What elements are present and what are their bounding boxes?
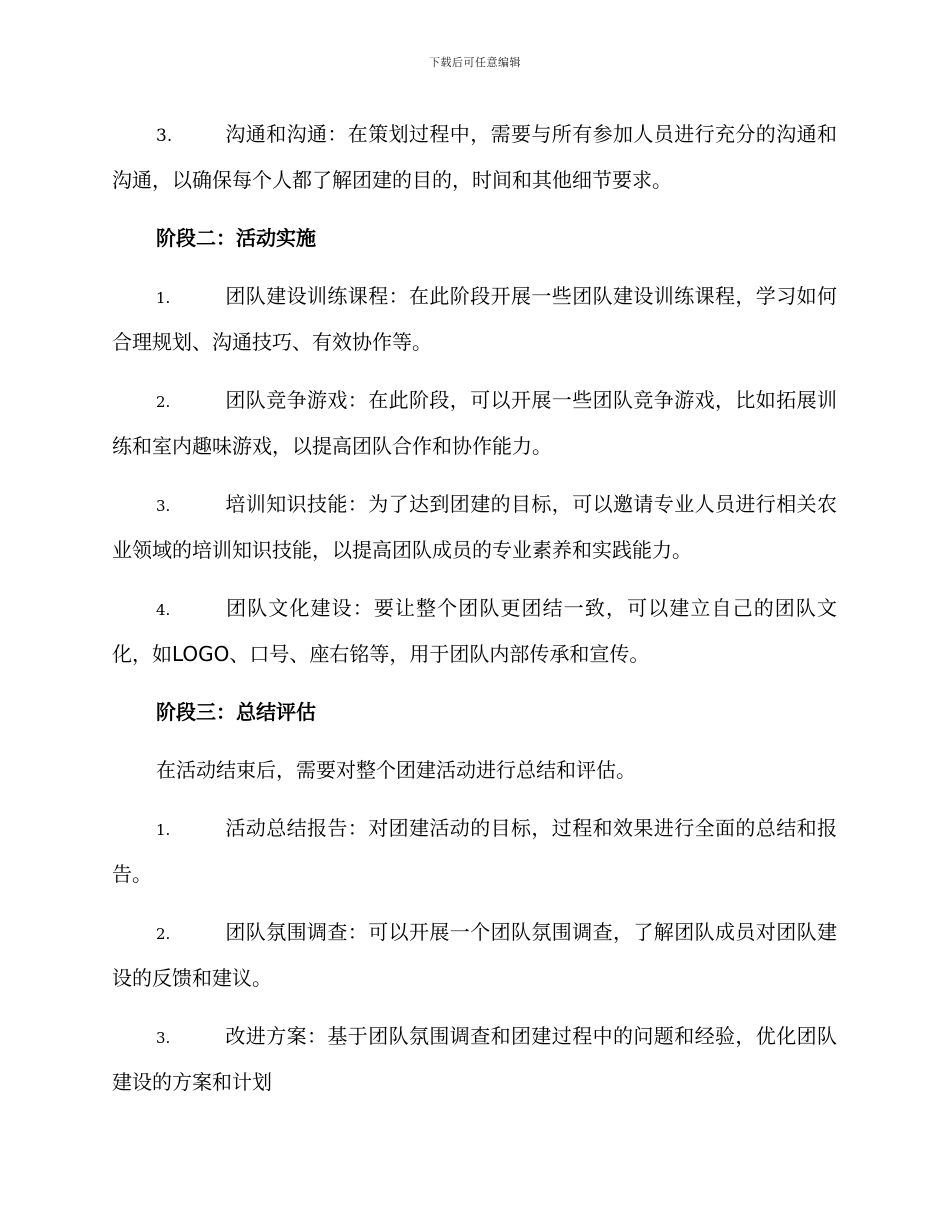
item-text: 团队氛围调查：可以开展一个团队氛围调查，了解团队成员对团队建设的反馈和建议。 [112,920,837,990]
item-number: 1. [156,821,171,839]
body-paragraph: 在活动结束后，需要对整个团建活动进行总结和评估。 [156,758,636,782]
item-text: 团队文化建设：要让整个团队更团结一致，可以建立自己的团队文化，如LOGO、口号、座右铭等，用于团队内部传承和宣传。 [112,596,837,666]
list-item [112,482,837,572]
section-heading: 阶段二：活动实施 [156,226,316,250]
list-item [112,274,837,364]
list-item [112,378,837,468]
item-number: 1. [156,289,171,307]
list-item [112,1014,837,1104]
item-number: 3. [156,1029,171,1047]
section-heading: 阶段三：总结评估 [156,700,316,724]
document-body [112,112,837,1118]
item-text: 沟通和沟通：在策划过程中，需要与所有参加人员进行充分的沟通和沟通，以确保每个人都了解团建的目的，时间和其他细节要求。 [112,122,837,192]
item-text: 改进方案：基于团队氛围调查和团建过程中的问题和经验，优化团队建设的方案和计划 [112,1024,837,1094]
item-text: 团队竞争游戏：在此阶段，可以开展一些团队竞争游戏，比如拓展训练和室内趣味游戏，以提高团队合作和协作能力。 [112,388,837,458]
item-text: 活动总结报告：对团建活动的目标，过程和效果进行全面的总结和报告。 [112,816,837,886]
page-header: 下载后可任意编辑 [429,56,521,69]
list-item [112,910,837,1000]
item-text: 培训知识技能：为了达到团建的目标，可以邀请专业人员进行相关农业领域的培训知识技能，以提高团队成员的专业素养和实践能力。 [112,492,837,562]
item-number: 3. [156,126,173,146]
item-number: 2. [156,925,171,943]
item-number: 3. [156,497,171,515]
list-item [112,586,837,676]
list-item [112,112,837,202]
item-text: 团队建设训练课程：在此阶段开展一些团队建设训练课程，学习如何合理规划、沟通技巧、有效协作等。 [112,284,837,354]
item-number: 2. [156,393,171,411]
list-item [112,806,837,896]
item-number: 4. [156,601,171,619]
